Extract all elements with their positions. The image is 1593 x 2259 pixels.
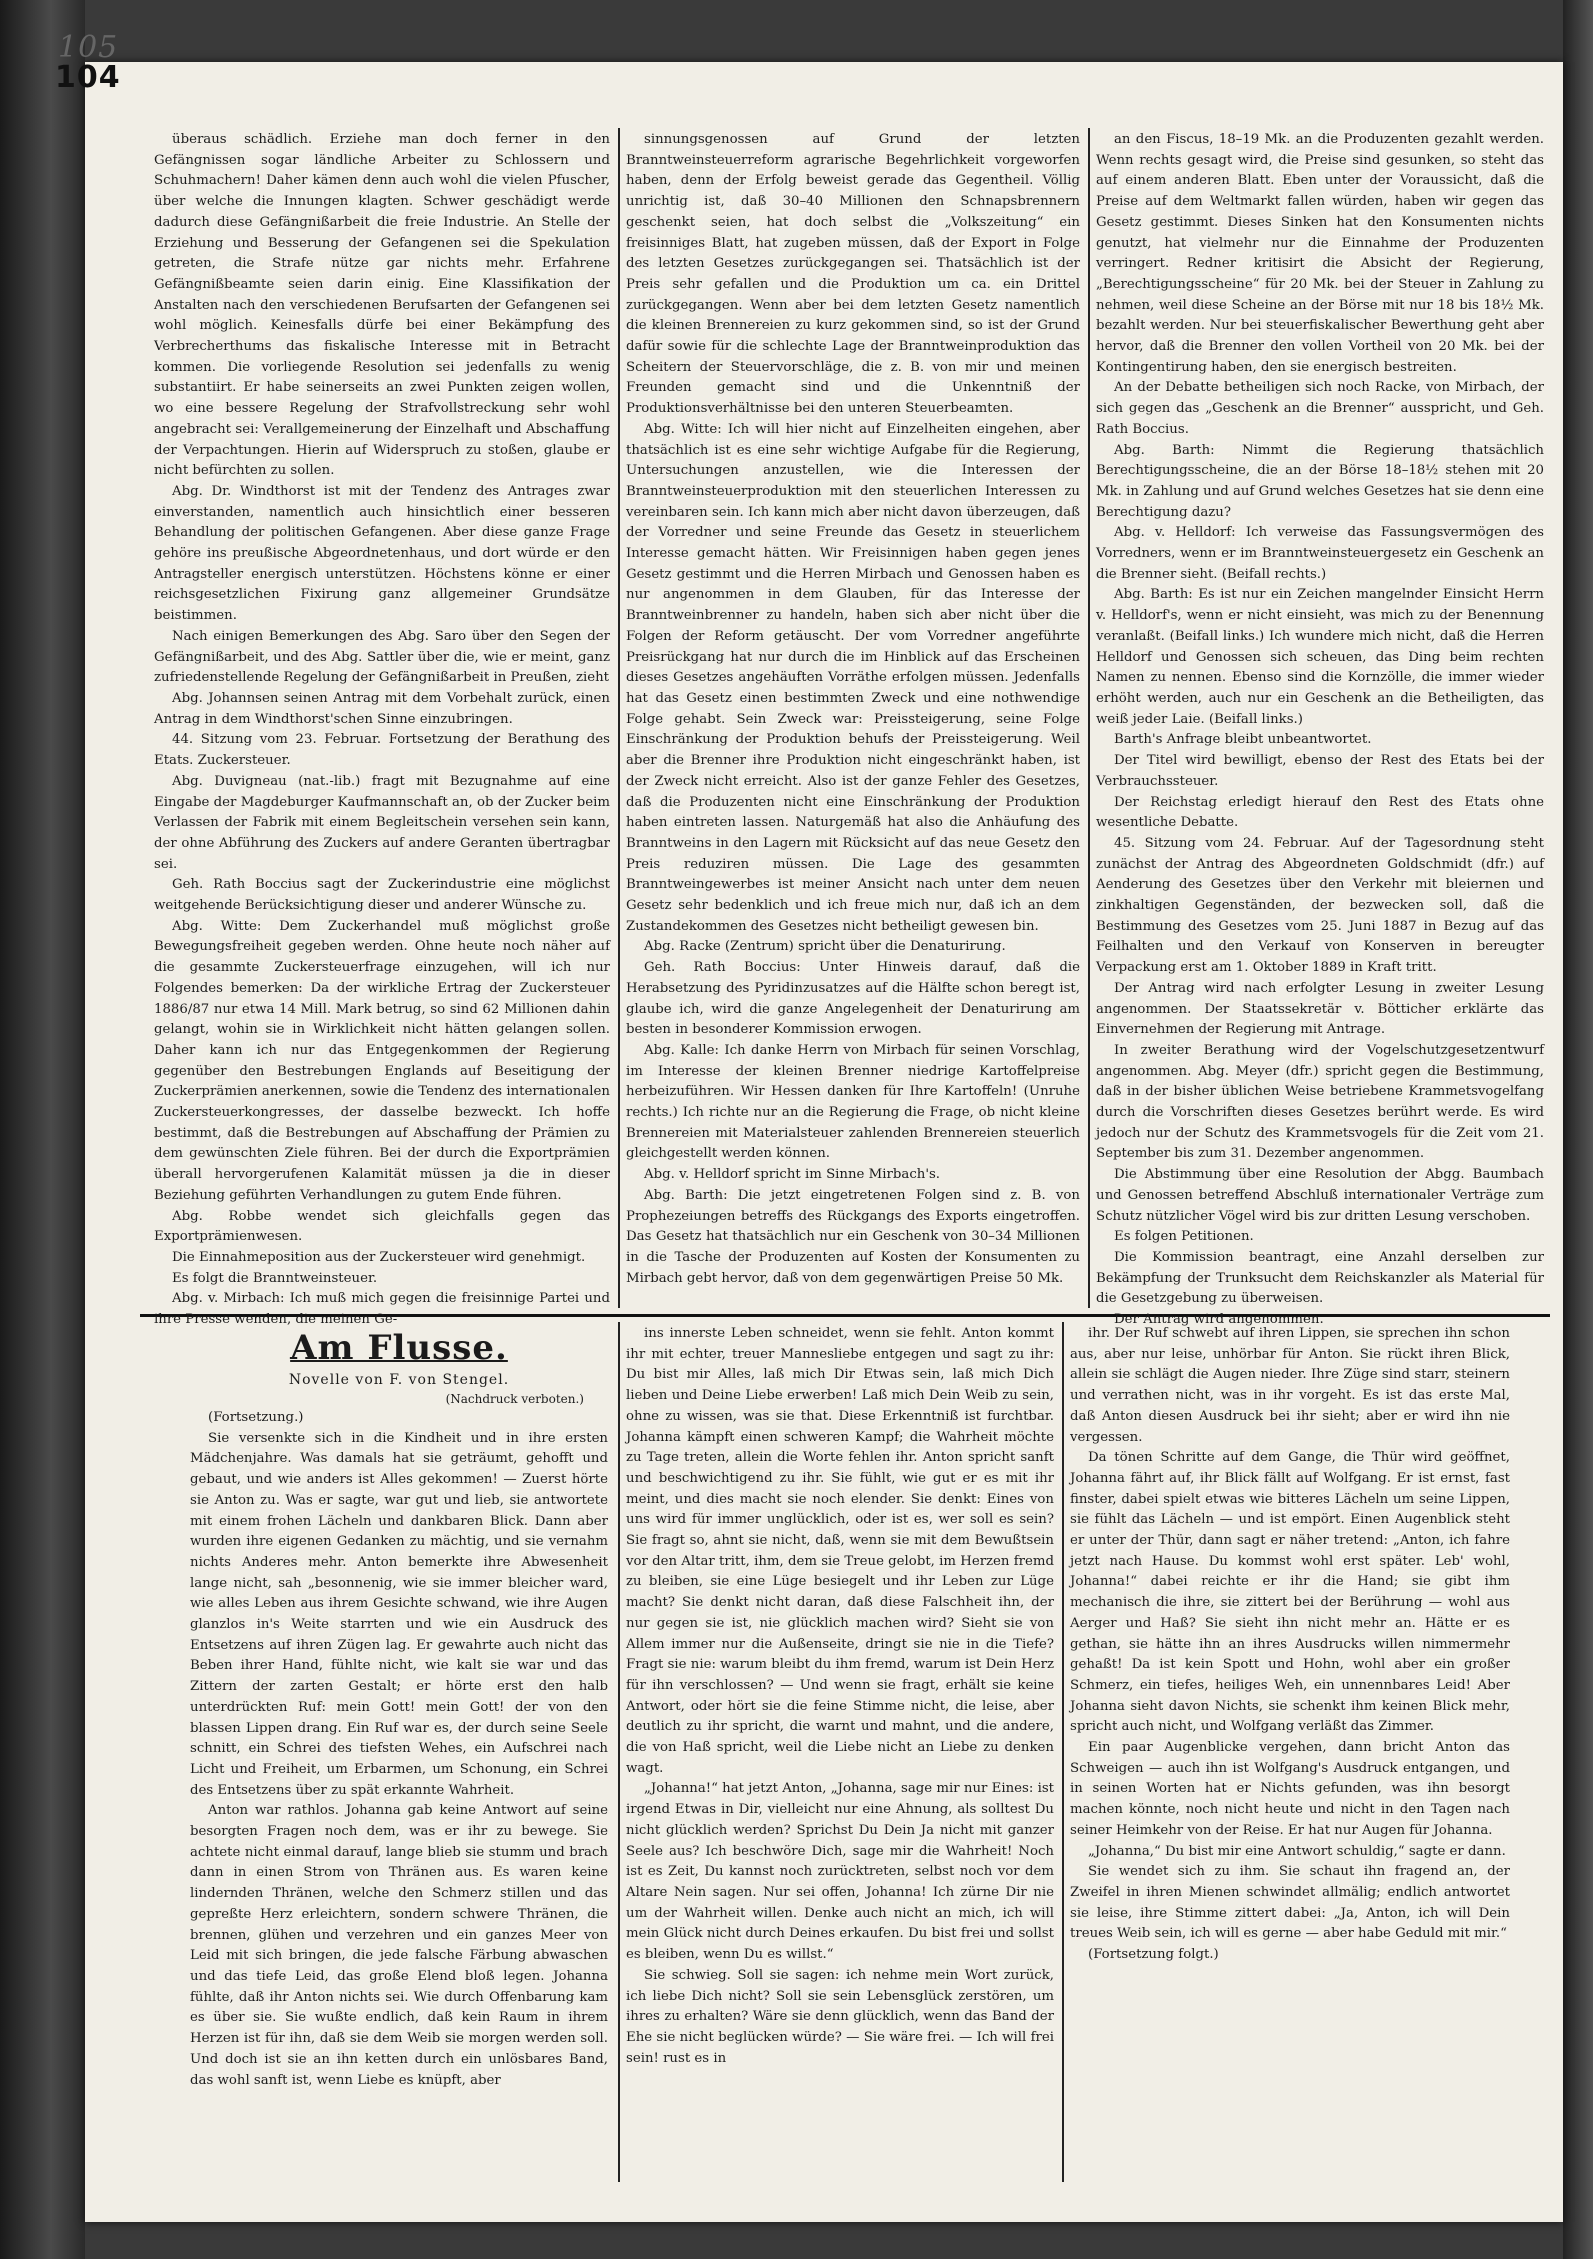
paragraph: Abg. Barth: Nimmt die Regierung thatsächlich Berechtigungsscheine, die an der Börse 18–18½ stehen mit 20 Mk. in Zahlung und auf Grund welches Gesetzes hat sie denn eine Berechtigung dazu? <box>1096 442 1544 520</box>
book-spine <box>0 0 85 2259</box>
paragraph: Abg. Dr. Windthorst ist mit der Tendenz des Antrages zwar einverstanden, namentlich auch hinsichtlich einer besseren Behandlung der politischen Gefangenen. Aber diese ganze Frage gehöre ins preußische Abgeordnetenhaus, und dort würde er den Antragsteller energisch unterstützen. Höchstens könne er einer reichsgesetzlichen Fixirung ganz allgemeiner Grundsätze beistimmen. <box>154 483 610 624</box>
novel-author: Novelle von F. von Stengel. <box>288 1372 510 1388</box>
column-rule <box>618 1322 620 2182</box>
paragraph: Barth's Anfrage bleibt unbeantwortet. <box>1114 732 1372 748</box>
novel-paragraph: „Johanna,“ Du bist mir eine Antwort schuldig,“ sagte er dann. <box>1088 1843 1506 1859</box>
page-edge <box>1563 0 1593 2259</box>
paragraph: Es folgt die Branntweinsteuer. <box>172 1270 378 1286</box>
parliament-column-1 <box>154 130 610 1328</box>
paragraph: Abg. v. Helldorf: Ich verweise das Fassungsvermögen des Vorredners, wenn er im Branntweinsteuergesetz ein Geschenk an die Brenner sieht. (Beifall rechts.) <box>1096 525 1544 582</box>
novel-title: Am Flusse. <box>290 1328 508 1368</box>
parliament-column-3 <box>1096 130 1544 1328</box>
paragraph: überaus schädlich. Erziehe man doch ferner in den Gefängnissen sogar ländliche Arbeiter zu Schlossern und Schuhmachern! Daher kämen denn auch wohl die vielen Pfuscher, über welche die Innungen klagten. Schwer geschädigt werde dadurch diese Gefängnißarbeit die freie Industrie. An Stelle der Erziehung und Besserung der Gefangenen sei die Spekulation getreten, die Strafe nütze gar nichts mehr. Erfahrene Gefängnißbeamte seien darin einig. Eine Klassifikation der Anstalten nach den verschiedenen Berufsarten der Gefangenen sei wohl möglich. Keinesfalls dürfe bei einer Bekämpfung des Verbrecherthums das fiskalische Interesse mit in Betracht kommen. Die vorliegende Resolution sei jedenfalls zu wenig substantiirt. Er habe seinerseits an zwei Punkten zeigen wollen, wo eine bessere Regelung der Strafvollstreckung sehr wohl angebracht sei: Verallgemeinerung der Einzelhaft und Abschaffung der Verpachtungen. Hierin auf Widerspruch zu stoßen, glaube er nicht befürchten zu sollen. <box>154 132 610 479</box>
column-rule <box>618 128 620 1308</box>
novel-column-1 <box>190 1324 608 2180</box>
paragraph: Abg. Barth: Die jetzt eingetretenen Folgen sind z. B. von Prophezeiungen betreffs des Rückgangs des Exports eingetroffen. Das Gesetz hat thatsächlich nur ein Geschenk von 30–34 Millionen in die Tasche der Produzenten auf Kosten der Konsumenten zu Mirbach gebt hervor, daß von dem gegenwärtigen Preise 50 Mk. <box>626 1187 1080 1286</box>
paragraph: an den Fiscus, 18–19 Mk. an die Produzenten gezahlt werden. Wenn rechts gesagt wird, die Preise sind gesunken, so steht das auf einem anderen Blatt. Eben unter der Voraussicht, daß die Preise auf dem Weltmarkt fallen würden, haben wir gegen das Gesetz gestimmt. Dieses Sinken hat den Konsumenten nichts genutzt, hat vielmehr nur die Einnahme der Produzenten verringert. Redner kritisirt die Absicht der Regierung, „Berechtigungsscheine“ für 20 Mk. bei der Steuer in Zahlung zu nehmen, weil diese Scheine an der Börse mit nur 18 bis 18½ Mk. bezahlt werden. Nur bei steuerfiskalischer Bewerthung geht aber hervor, daß die Brenner den vollen Vortheil von 20 Mk. bei der Kontingentirung haben, den sie energisch bestreiten. <box>1096 132 1544 375</box>
paragraph: Abg. Johannsen seinen Antrag mit dem Vorbehalt zurück, einen Antrag in dem Windthorst'schen Sinne einzubringen. <box>154 690 610 727</box>
paragraph: An der Debatte betheiligen sich noch Racke, von Mirbach, der sich gegen das „Geschenk an die Brenner“ ausspricht, und Geh. Rath Boccius. <box>1096 380 1544 437</box>
paragraph: Abg. Barth: Es ist nur ein Zeichen mangelnder Einsicht Herrn v. Helldorf's, wenn er nicht einsieht, was mich zu der Benennung veranlaßt. (Beifall links.) Ich wundere mich nicht, daß die Herren Helldorf und Genossen sich scheuen, das Ding beim rechten Namen zu nennen. Ebenso sind die Kornzölle, die immer wieder erhöht werden, auch nur ein Geschenk an die Betheiligten, das weiß jeder Laie. (Beifall links.) <box>1096 587 1544 727</box>
novel-column-2 <box>626 1324 1054 2180</box>
paragraph: Die Abstimmung über eine Resolution der Abgg. Baumbach und Genossen betreffend Abschluß internationaler Verträge zum Schutz nützlicher Vögel wird bis zur dritten Lesung verschoben. <box>1096 1167 1544 1224</box>
novel-paragraph: Sie wendet sich zu ihm. Sie schaut ihn fragend an, der Zweifel in ihren Mienen schwindet allmälig; endlich antwortet sie leise, ihre Stimme zittert dabei: „Ja, Anton, ich will Dein treues Weib sein, ich will es gerne — aber habe Geduld mit mir.“ <box>1070 1864 1510 1942</box>
reprint-notice: (Nachdruck verboten.) <box>445 1392 584 1406</box>
paragraph: Der Reichstag erledigt hierauf den Rest des Etats ohne wesentliche Debatte. <box>1096 794 1544 831</box>
novel-paragraph: Sie schwieg. Soll sie sagen: ich nehme mein Wort zurück, ich liebe Dich nicht? Soll sie sein Lebensglück zerstören, um ihres zu erhalten? Wäre sie denn glücklich, wenn das Band der Ehe sie nicht beglücken würde? — Sie wäre frei. — Ich will frei sein! rust es in <box>626 1967 1054 2066</box>
paragraph: Der Antrag wird nach erfolgter Lesung in zweiter Lesung angenommen. Der Staatssekretär v. Bötticher erklärte das Einvernehmen der Regierung mit Antrage. <box>1096 980 1544 1038</box>
paragraph: sinnungsgenossen auf Grund der letzten Branntweinsteuerreform agrarische Begehrlichkeit vorgeworfen haben, denn der Erfolg beweist gerade das Gegentheil. Völlig unrichtig ist, daß 30–40 Millionen den Schnapsbrennern geschenkt seien, hat doch selbst die „Volkszeitung“ ein freisinniges Blatt, hat zugeben müssen, daß der Export in Folge des letzten Gesetzes zurückgegangen sei. Thatsächlich ist der Preis sehr gefallen und die Produktion um ca. ein Drittel zurückgegangen. Wenn aber bei dem letzten Gesetz namentlich die kleinen Brennereien zu kurz gekommen sind, so ist der Grund dafür sowie für die schlechte Lage der Branntweinproduktion das Scheitern der Steuervorschläge, die z. B. von mir und meinen Freunden gemacht sind und die Unkenntniß der Produktionsverhältnisse bei den unteren Steuerbeamten. <box>626 132 1080 417</box>
novel-paragraph: „Johanna!“ hat jetzt Anton, „Johanna, sage mir nur Eines: ist irgend Etwas in Dir, vielleicht nur eine Ahnung, als solltest Du nicht glücklich werden? Sprichst Du Dein Ja nicht mit ganzer Seele aus? Ich beschwöre Dich, sage mir die Wahrheit! Noch ist es Zeit, Du kannst noch zurücktreten, selbst noch vor dem Altare Nein sagen. Nur sei offen, Johanna! Ich zürne Dir nie um der Wahrheit willen. Denke auch nicht an mich, ich will mein Glück nicht durch Deines erkaufen. Du bist frei und sollst es bleiben, wenn Du es willst.“ <box>626 1781 1054 1963</box>
paragraph: Abg. v. Helldorf spricht im Sinne Mirbach's. <box>644 1167 941 1183</box>
page-number: 104 <box>55 60 121 95</box>
pencil-page-mark: 105 <box>58 30 119 65</box>
paragraph: Abg. v. Mirbach: Ich muß mich gegen die freisinnige Partei und ihre Presse wenden, die meinen Ge- <box>154 1291 610 1328</box>
paragraph: Die Kommission beantragt, eine Anzahl derselben zur Bekämpfung der Trunksucht dem Reichskanzler als Material für die Gesetzgebung zu überweisen. <box>1096 1249 1544 1307</box>
column-rule <box>1062 1322 1064 2182</box>
paragraph: Geh. Rath Boccius: Unter Hinweis darauf, daß die Herabsetzung des Pyridinzusatzes auf die Hälfte schon beregt ist, glaube ich, wird die ganze Angelegenheit der Denaturirung am besten in besonderer Kommission erwogen. <box>626 960 1080 1038</box>
novel-paragraph: (Fortsetzung.) <box>208 1410 304 1425</box>
novel-column-3 <box>1070 1324 1510 2180</box>
paragraph: Abg. Kalle: Ich danke Herrn von Mirbach für seinen Vorschlag, im Interesse der kleinen Brenner niedrige Kartoffelpreise herbeizuführen. Wir Hessen danken für Ihre Kartoffeln! (Unruhe rechts.) Ich richte nur an die Regierung die Frage, ob nicht kleine Brennereien mit Materialsteuer zahlenden Brennereien steuerlich gleichgestellt werden können. <box>626 1042 1080 1162</box>
paragraph: 44. Sitzung vom 23. Februar. Fortsetzung der Berathung des Etats. Zuckersteuer. <box>154 732 610 769</box>
paragraph: 45. Sitzung vom 24. Februar. Auf der Tagesordnung steht zunächst der Antrag des Abgeordneten Goldschmidt (dfr.) auf Aenderung des Gesetzes über den Verkehr mit bleiernen und zinkhaltigen Gegenständen, der bezwecken soll, daß die Bestimmung des Gesetzes vom 25. Juni 1887 in Bezug auf das Feilhalten und den Verkauf von Konserven in bereugter Verpackung erst am 1. Oktober 1889 in Kraft tritt. <box>1096 835 1544 976</box>
paragraph: Abg. Racke (Zentrum) spricht über die Denaturirung. <box>644 939 1006 955</box>
paragraph: Es folgen Petitionen. <box>1114 1229 1254 1245</box>
paragraph: In zweiter Berathung wird der Vogelschutzgesetzentwurf angenommen. Abg. Meyer (dfr.) spricht gegen die Bestimmung, daß in der bisher üblichen Weise betriebene Krammetsvogelfang durch die Vorschriften dieses Gesetzes berührt werde. Es wird jedoch nur der Schutz des Krammetsvogels für die Zeit vom 21. September bis zum 31. Dezember angenommen. <box>1096 1042 1544 1162</box>
novel-paragraph: Anton war rathlos. Johanna gab keine Antwort auf seine besorgten Fragen noch dem, was er ihr zu bewege. Sie achtete nicht einmal darauf, lange blieb sie stumm und brach dann in einen Strom von Thränen aus. Es waren keine lindernden Thränen, welche den Schmerz stillen und das gepreßte Herz erleichtern, sondern schwere Thränen, die brennen, glühen und verzehren und ein ganzes Meer von Leid mit sich bringen, die jede falsche Färbung abwaschen und das tiefe Leid, das große Elend bloß legen. Johanna fühlte, daß ihr Anton nichts sei. Wie durch Offenbarung kam es über sie. Sie wußte endlich, daß kein Raum in ihrem Herzen ist für ihn, daß sie dem Weib sie morgen werden soll. Und doch ist sie an ihn ketten durch ein unlösbares Band, das wohl sanft ist, wenn Liebe es knüpft, aber <box>190 1803 608 2088</box>
paragraph: Abg. Witte: Dem Zuckerhandel muß möglichst große Bewegungsfreiheit gegeben werden. Ohne heute noch näher auf die gesammte Zuckersteuerfrage einzugehen, will ich nur Folgendes bemerken: Da der wirkliche Ertrag der Zuckersteuer 1886/87 nur etwa 14 Mill. Mark betrug, so sind 62 Millionen dahin gelangt, wohin sie in Wirklichkeit nicht hätten gelangen sollen. Daher kann ich nur das Entgegenkommen der Regierung gegenüber den Bestrebungen Englands auf Beseitigung der Zuckerprämien anerkennen, sowie die Tendenz des internationalen Zuckersteuerkongresses, der dasselbe bezweckt. Ich hoffe bestimmt, daß die Bestrebungen auf Abschaffung der Prämien zu dem gewünschten Ziele führen. Bei der durch die Exportprämien überall hervorgerufenen Kalamität müssen ja die in dieser Beziehung geführten Verhandlungen zu gutem Ende führen. <box>154 918 610 1203</box>
paragraph: Geh. Rath Boccius sagt der Zuckerindustrie eine möglichst weitgehende Berücksichtigung dieser und anderer Wünsche zu. <box>154 877 610 914</box>
column-rule <box>1088 128 1090 1308</box>
paragraph: Abg. Robbe wendet sich gleichfalls gegen das Exportprämienwesen. <box>154 1208 610 1245</box>
novel-paragraph: ins innerste Leben schneidet, wenn sie fehlt. Anton kommt ihr mit echter, treuer Mannesliebe entgegen und sagt zu ihr: Du bist mir Alles, laß mich Dir Etwas sein, laß mich Dich lieben und Deine Liebe erwerben! Laß mich Dein Weib zu sein, ohne zu wissen, was sie that. Diese Erkenntniß ist furchtbar. Johanna kämpft einen schweren Kampf; die Wahrheit möchte zu Tage treten, allein die Worte fehlen ihr. Anton spricht sanft und beschwichtigend zu ihr. Sie fühlt, wie gut er es mit ihr meint, und dies macht sie noch elender. Sie denkt: Eines von uns wird für immer unglücklich, oder ist es, wer soll es sein? Sie fragt so, ahnt sie nicht, daß, wenn sie mit dem Bewußtsein vor den Altar tritt, ihm, dem sie Treue gelobt, im Herzen fremd zu bleiben, sie eine Lüge besiegelt und ihr Leben zur Lüge macht? Sie denkt nicht daran, daß diese Falschheit ihn, der nur gegen sie ist, nie glücklich machen wird? Sieht sie von Allem immer nur die Außenseite, dringt sie nie in die Tiefe? Fragt sie nie: warum bleibt du ihm fremd, warum ist Dein Herz für ihn verschlossen? — Und wenn sie fragt, erhält sie keine Antwort, oder hört sie die feine Stimme nicht, die leise, aber deutlich zu ihr spricht, die warnt und mahnt, und die andere, die von Haß spricht, weil die Liebe nicht an Liebe zu denken wagt. <box>626 1326 1054 1776</box>
paragraph: Die Einnahmeposition aus der Zuckersteuer wird genehmigt. <box>172 1249 586 1265</box>
novel-paragraph: Sie versenkte sich in die Kindheit und in ihre ersten Mädchenjahre. Was damals hat sie geträumt, gehofft und gebaut, und wie anders ist Alles gekommen! — Zuerst hörte sie Anton zu. Was er sagte, war gut und lieb, sie antwortete mit einem frohen Lächeln und dankbaren Blick. Dann aber wurden ihre eigenen Gedanken zu mächtig, und sie vernahm nichts Anderes mehr. Anton bemerkte ihre Abwesenheit lange nicht, sah „besonnenig, wie sie immer bleicher ward, wie alles Leben aus ihrem Gesichte schwand, wie ihre Augen glanzlos in's Weite starrten und wie ein Ausdruck des Entsetzens auf ihren Zügen lag. Er gewahrte auch nicht das Beben ihrer Hand, fühlte nicht, wie kalt sie war und das Zittern der zarten Gestalt; er hörte erst den halb unterdrückten Ruf: mein Gott! mein Gott! der von den blassen Lippen drang. Ein Ruf war es, der durch seine Seele schnitt, ein Schrei des tiefsten Wehes, ein Aufschrei nach Licht und Freiheit, um Erbarmen, um Schonung, ein Schrei des Entsetzens über zu spät erkannte Wahrheit. <box>190 1430 608 1798</box>
novel-paragraph: (Fortsetzung folgt.) <box>1088 1947 1219 1963</box>
paragraph: Der Titel wird bewilligt, ebenso der Rest des Etats bei der Verbrauchssteuer. <box>1096 753 1544 789</box>
paragraph: Abg. Witte: Ich will hier nicht auf Einzelheiten eingehen, aber thatsächlich ist es eine sehr wichtige Aufgabe für die Regierung, Untersuchungen anzustellen, wie die Interessen der Branntweinsteuerproduktion mit den steuerlichen Interessen zu vereinbaren sein. Ich kann mich aber nicht davon überzeugen, daß der Vorredner und seine Freunde das Gesetz in steuerlichem Interesse gemacht hätten. Wir Freisinnigen haben gegen jenes Gesetz gestimmt und die Herren Mirbach und Genossen haben es nur angenommen in dem Glauben, für das Interesse der Branntweinbrenner zu handeln, haben sich aber nicht über die Folgen der Reform getäuscht. Der vom Vorredner angeführte Preisrückgang hat nur durch die im Hinblick auf das Erscheinen dieses Gesetzes angehäuften Vorräthe erfolgen müssen. Jedenfalls hat das Gesetz einen bestimmten Zweck und eine nothwendige Folge gehabt. Sein Zweck war: Preissteigerung, seine Folge Einschränkung der Produktion behufs der Preissteigerung. Weil aber die Brenner ihre Produktion nicht eingeschränkt haben, ist der Zweck nicht erreicht. Also ist der ganze Fehler des Gesetzes, daß die Produzenten nicht eine Einschränkung der Produktion haben eintreten lassen. Naturgemäß hat also die Anhäufung des Branntweins in den Lagern mit Rücksicht auf das neue Gesetz den Preis reduziren müssen. Die Lage des gesammten Branntweingewerbes ist meiner Ansicht nach unter dem neuen Gesetz sehr bedenklich und ich freue mich nur, daß ich an dem Zustandekommen des Gesetzes nicht betheiligt gewesen bin. <box>626 421 1080 934</box>
novel-paragraph: ihr. Der Ruf schwebt auf ihren Lippen, sie sprechen ihn schon aus, aber nur leise, unhörbar für Anton. Sie rückt ihren Blick, allein sie schlägt die Augen nieder. Ihre Züge sind starr, steinern und verrathen nicht, was in ihr vorgeht. Es ist das erste Mal, daß Anton diesen Ausdruck bei ihr sieht; aber er wird ihn nie vergessen. <box>1070 1326 1510 1445</box>
novel-paragraph: Ein paar Augenblicke vergehen, dann bricht Anton das Schweigen — auch ihn ist Wolfgang's Ausdruck entgangen, und in seinen Worten hat er Nichts gefunden, was ihn besorgt machen könnte, noch nicht heute und nicht in den Tagen nach seiner Heimkehr von der Reise. Er hat nur Augen für Johanna. <box>1070 1740 1510 1838</box>
parliament-column-2 <box>626 130 1080 1306</box>
paragraph: Nach einigen Bemerkungen des Abg. Saro über den Segen der Gefängnißarbeit, und des Abg. Sattler über die, wie er meint, ganz zufriedenstellende Regelung der Gefängnißarbeit in Preußen, zieht <box>154 628 610 686</box>
paragraph: Der Antrag wird angenommen. <box>1114 1312 1324 1328</box>
novel-paragraph: Da tönen Schritte auf dem Gange, die Thür wird geöffnet, Johanna fährt auf, ihr Blick fällt auf Wolfgang. Er ist ernst, fast finster, dabei spielt etwas wie bitteres Lächeln um seine Lippen, sie fühlt das Lächeln — und ist empört. Einen Augenblick steht er unter der Thür, dann sagt er näher tretend: „Anton, ich fahre jetzt nach Hause. Du kommst wohl erst später. Leb' wohl, Johanna!“ dabei reichte er ihr die Hand; sie gibt ihm mechanisch die ihre, sie zittert bei der Berührung — wohl aus Aerger und Haß? Sie sieht ihn nicht mehr an. Hätte er es gethan, sie hätte ihn an ihres Ausdrucks willen nimmermehr gehaßt! Da ist kein Spott und Hohn, wohl aber ein großer Schmerz, ein tiefes, heiliges Weh, ein unnennbares Leid! Aber Johanna sieht davon Nichts, sie schenkt ihm keinen Blick mehr, spricht auch nicht, und Wolfgang verläßt das Zimmer. <box>1070 1450 1510 1735</box>
paragraph: Abg. Duvigneau (nat.-lib.) fragt mit Bezugnahme auf eine Eingabe der Magdeburger Kaufmannschaft an, ob der Zucker beim Verlassen der Fabrik mit einem Begleitschein versehen sein kann, der ohne Abführung des Zuckers auf andere Geranten übertragbar sei. <box>154 773 610 872</box>
